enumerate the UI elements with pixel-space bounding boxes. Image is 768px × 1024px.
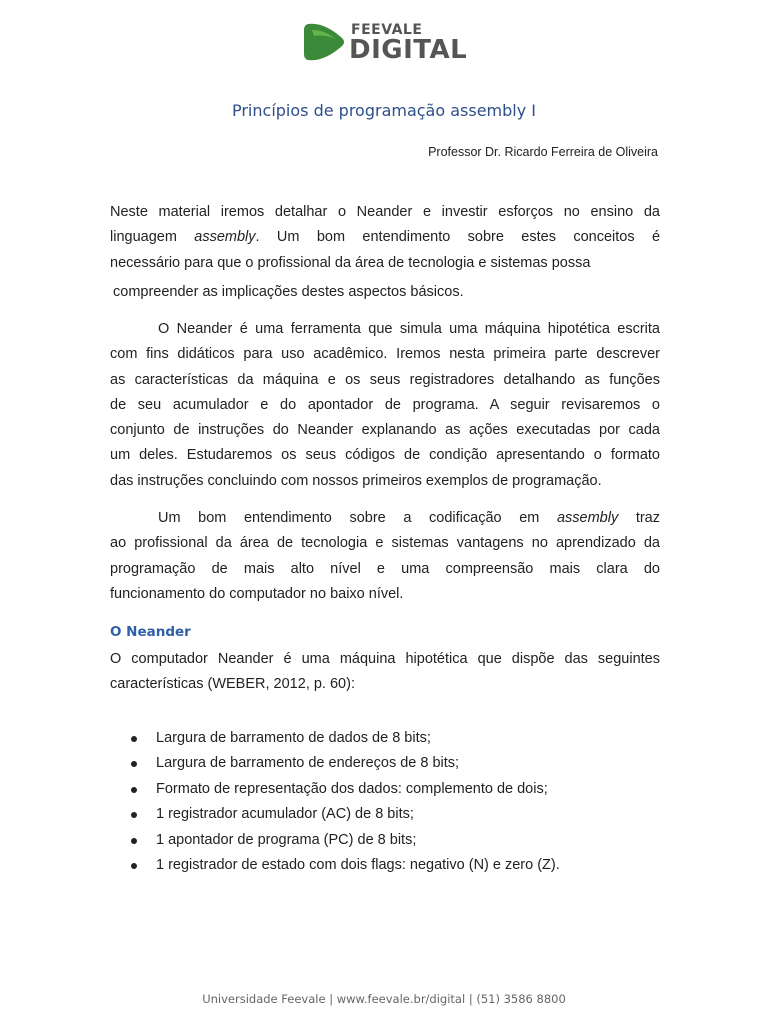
paragraph-line: O Neander é uma ferramenta que simula uma máquina hipotética escrita — [158, 321, 660, 337]
paragraph-line: as características da máquina e os seus registradores detalhando as funções — [110, 371, 660, 388]
paragraph-line: das instruções concluindo com nossos primeiros exemplos de programação. — [110, 472, 602, 489]
text-run: traz — [618, 510, 660, 526]
bullet-icon — [131, 863, 137, 869]
paragraph-intro — [110, 200, 660, 305]
logo-text-feevale: FEEVALE — [351, 22, 423, 38]
characteristics-list — [110, 726, 670, 878]
paragraph-neander-description — [110, 647, 660, 698]
paragraph-line: conjunto de instruções do Neander explanando as ações executadas por cada — [110, 422, 660, 439]
paragraph-line: de seu acumulador e do apontador de programa. A seguir revisaremos o — [110, 396, 660, 413]
page-footer: Universidade Feevale | www.feevale.br/digital | (51) 3586 8800 — [202, 992, 566, 1006]
document-title: Princípios de programação assembly I — [231, 101, 537, 120]
list-item — [110, 853, 670, 878]
paragraph-line: O computador Neander é uma máquina hipotética que dispõe das seguintes — [110, 651, 660, 667]
paragraph-line: necessário para que o profissional da área de tecnologia e sistemas possa — [110, 254, 591, 271]
list-item — [110, 802, 670, 827]
paragraph-line: com fins didáticos para uso acadêmico. Iremos nesta primeira parte descrever — [110, 346, 660, 363]
bullet-icon — [131, 838, 137, 844]
paragraph-line: características (WEBER, 2012, p. 60): — [110, 676, 355, 693]
text-run-italic: assembly — [556, 510, 619, 526]
list-item-text: Largura de barramento de dados de 8 bits; — [156, 730, 431, 746]
text-run-italic: assembly — [194, 229, 256, 246]
list-item-text: Largura de barramento de endereços de 8 bits; — [156, 755, 460, 772]
paragraph-line: compreender as implicações destes aspectos básicos. — [113, 283, 464, 300]
paragraph-line: ao profissional da área de tecnologia e sistemas vantagens no aprendizado da — [110, 535, 660, 552]
list-item-text: Formato de representação dos dados: complemento de dois; — [156, 780, 548, 797]
bullet-icon — [131, 761, 137, 767]
paragraph-line: Neste material iremos detalhar o Neander e investir esforços no ensino da — [110, 204, 660, 220]
paragraph-neander-tool — [110, 317, 660, 494]
paragraph-line — [110, 225, 660, 250]
list-item — [110, 751, 670, 776]
list-item — [110, 726, 670, 751]
list-item — [110, 828, 670, 853]
text-run: . Um bom entendimento sobre estes conceitos é — [255, 229, 661, 246]
section-heading: O Neander — [110, 624, 191, 640]
document-author: Professor Dr. Ricardo Ferreira de Oliveira — [428, 145, 658, 159]
logo-mark-icon — [302, 20, 346, 64]
logo-text-digital: DIGITAL — [349, 35, 468, 65]
paragraph-line: programação de mais alto nível e uma compreensão mais clara do — [110, 560, 660, 577]
bullet-icon — [131, 787, 137, 793]
paragraph-assembly-benefits — [110, 506, 660, 607]
paragraph-line — [110, 506, 660, 531]
bullet-icon — [131, 736, 137, 742]
list-item-text: 1 registrador acumulador (AC) de 8 bits; — [156, 806, 414, 823]
list-item-text: 1 registrador de estado com dois flags: negativo (N) e zero (Z). — [156, 856, 560, 873]
list-item-text: 1 apontador de programa (PC) de 8 bits; — [156, 831, 417, 848]
bullet-icon — [131, 812, 137, 818]
text-run: Um bom entendimento sobre a codificação em — [158, 510, 557, 526]
feevale-digital-logo — [302, 20, 472, 66]
text-run: linguagem — [110, 229, 195, 246]
paragraph-line: funcionamento do computador no baixo nível. — [110, 585, 404, 602]
list-item — [110, 777, 670, 802]
paragraph-line: um deles. Estudaremos os seus códigos de condição apresentando o formato — [110, 447, 660, 464]
